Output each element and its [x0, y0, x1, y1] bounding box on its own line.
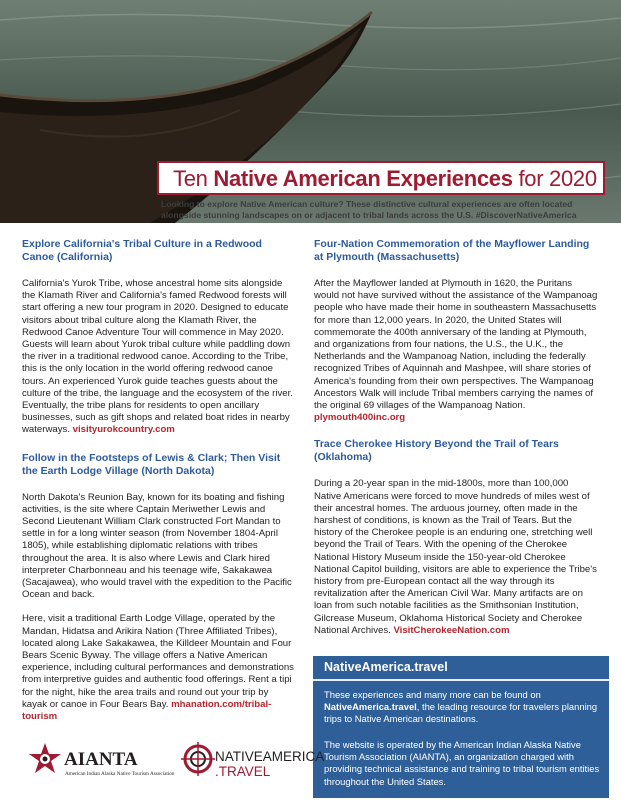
section-heading: Four-Nation Commemoration of the Mayflower Landing at Plymouth (Massachusetts) — [314, 238, 590, 263]
section-link[interactable]: mhanation.com/tribal-tourism — [22, 698, 272, 723]
nativeamerica-logo-text: NATIVEAMERICA — [215, 749, 325, 764]
section-heading: Explore California's Tribal Culture in a Redwood Canoe (California) — [22, 238, 262, 263]
section-body: California's Yurok Tribe, whose ancestral home sits alongside the Klamath River and California's famed Redwood forests will start offering a new tour program in 2020. Designed to educate visitors about tribal culture along the Klamath River, the Redwood Canoe Adventure Tour will commence in May 2020. Guests will learn about Yurok tribal culture while paddling down the river in a traditional redwood canoe. According to the Tribe, this is the only location in the world offering redwood canoe tours. An experienced Yurok guide teaches guests about the culture of the tribe, the language and the ecosystem of the river. Eventually, the tribe plans for residents to open ancillary businesses, such as gift shops and related boat rides in nearby waterways. visityurokcountry.com — [22, 278, 293, 436]
box-divider — [313, 679, 609, 681]
section-link[interactable]: plymouth400inc.org — [314, 412, 406, 424]
section-body: North Dakota's Reunion Bay, known for its boating and fishing activities, is the site where Captain Meriwether Lewis and Second Lieutenant William Clark constructed Fort Mandan to settle in for a long winter season (from November 1804-April 1805), while establishing diplomatic relations with tribes throughout the area. It is also where Lewis and Clark hired interpreter Charbonneau and his teenage wife, Sakakawea (Sacajawea), who would travel with the expedition to the Pacific Ocean and back. — [22, 491, 292, 601]
nativeamerica-box — [313, 656, 609, 798]
nativeamerica-emblem-icon — [181, 742, 215, 776]
title-box — [157, 161, 605, 195]
section-body: Here, visit a traditional Earth Lodge Village, operated by the Mandan, Hidatsa and Arikira Nation (Three Affiliated Tribes), located along Lake Sakakawea, the Killdeer Mountain and Four Bears Scenic Byway. The village offers a Native American experience, including cultural performances and demonstrations from interpretive guides and authentic food offerings. Rent a tipi for the night, hike the area trails and round out your trip by kayak or canoe in Four Bears Bay. mhanation.com/tribal-tourism — [22, 613, 294, 723]
section-link[interactable]: visityurokcountry.com — [72, 424, 175, 436]
aianta-logo-text: AIANTA — [64, 749, 138, 770]
right-column — [314, 238, 598, 637]
section-body: After the Mayflower landed at Plymouth in 1620, the Puritans would not have survived without the assistance of the Wampanoag people who have made their home in southeastern Massachusetts for more than 12,000 years. In 2020, the United States will commemorate the 400th anniversary of the landing at Plymouth, and organizations from four nations, the U.S., the U.K., the Netherlands and the Wampanoag Nation, including the federally recognized Tribes of Aquinnah and Mashpee, will share stories of America's founding from their own perspectives. The Wampanoag Ancestors Walk will include Tribal members carrying the names of the original 69 villages of the Wampanoag Nation. plymouth400inc.org — [314, 278, 598, 424]
footer-logos — [22, 737, 325, 795]
box-paragraph: The website is operated by the American Indian Alaska Native Tourism Association (AIANTA), an organization charged with providing technical assistance and training to tribal tourism entities throughout the United States. — [324, 739, 600, 787]
section-heading: Follow in the Footsteps of Lewis & Clark; Then Visit the Earth Lodge Village (North Dakota) — [22, 451, 281, 477]
page-title: Ten Native American Experiences for 2020 — [173, 166, 597, 191]
section-heading: Trace Cherokee History Beyond the Trail of Tears (Oklahoma) — [314, 438, 559, 464]
nativeamerica-logo-subtext: .TRAVEL — [215, 764, 271, 779]
aianta-logo-subtext: American Indian Alaska Native Tourism Association — [65, 771, 175, 777]
intro-text: Looking to explore Native American culture? These distinctive cultural experiences are often located alongside stunning landscapes on or adjacent to tribal lands across the U.S. #DiscoverNativeAmerica — [161, 199, 577, 220]
left-column — [22, 238, 294, 723]
box-paragraph: These experiences and many more can be found on NativeAmerica.travel, the leading resource for travelers planning trips to Native American destinations. — [324, 689, 598, 725]
section-body: During a 20-year span in the mid-1800s, more than 100,000 Native Americans were forced to move hundreds of miles west of their ancestral homes. The arduous journey, often made in the harshest of conditions, is known as the Trail of Tears. But the history of the Cherokee people is an enduring one, stretching well beyond the Trail of Tears. With the opening of the Cherokee National History Museum inside the 150-year-old Cherokee National Capitol building, visitors are able to experience the Tribe's history from pre-European contact all the way through its revitalization after the American Civil War. Many artifacts are on loan from such notable facilities as the Smithsonian Institution, Gilcrease Museum, Oklahoma Historical Society and Cherokee National Archives. VisitCherokeeNation.com — [314, 478, 597, 636]
section-link[interactable]: VisitCherokeeNation.com — [393, 624, 510, 636]
aianta-emblem-icon — [29, 743, 61, 773]
box-heading: NativeAmerica.travel — [324, 660, 448, 674]
